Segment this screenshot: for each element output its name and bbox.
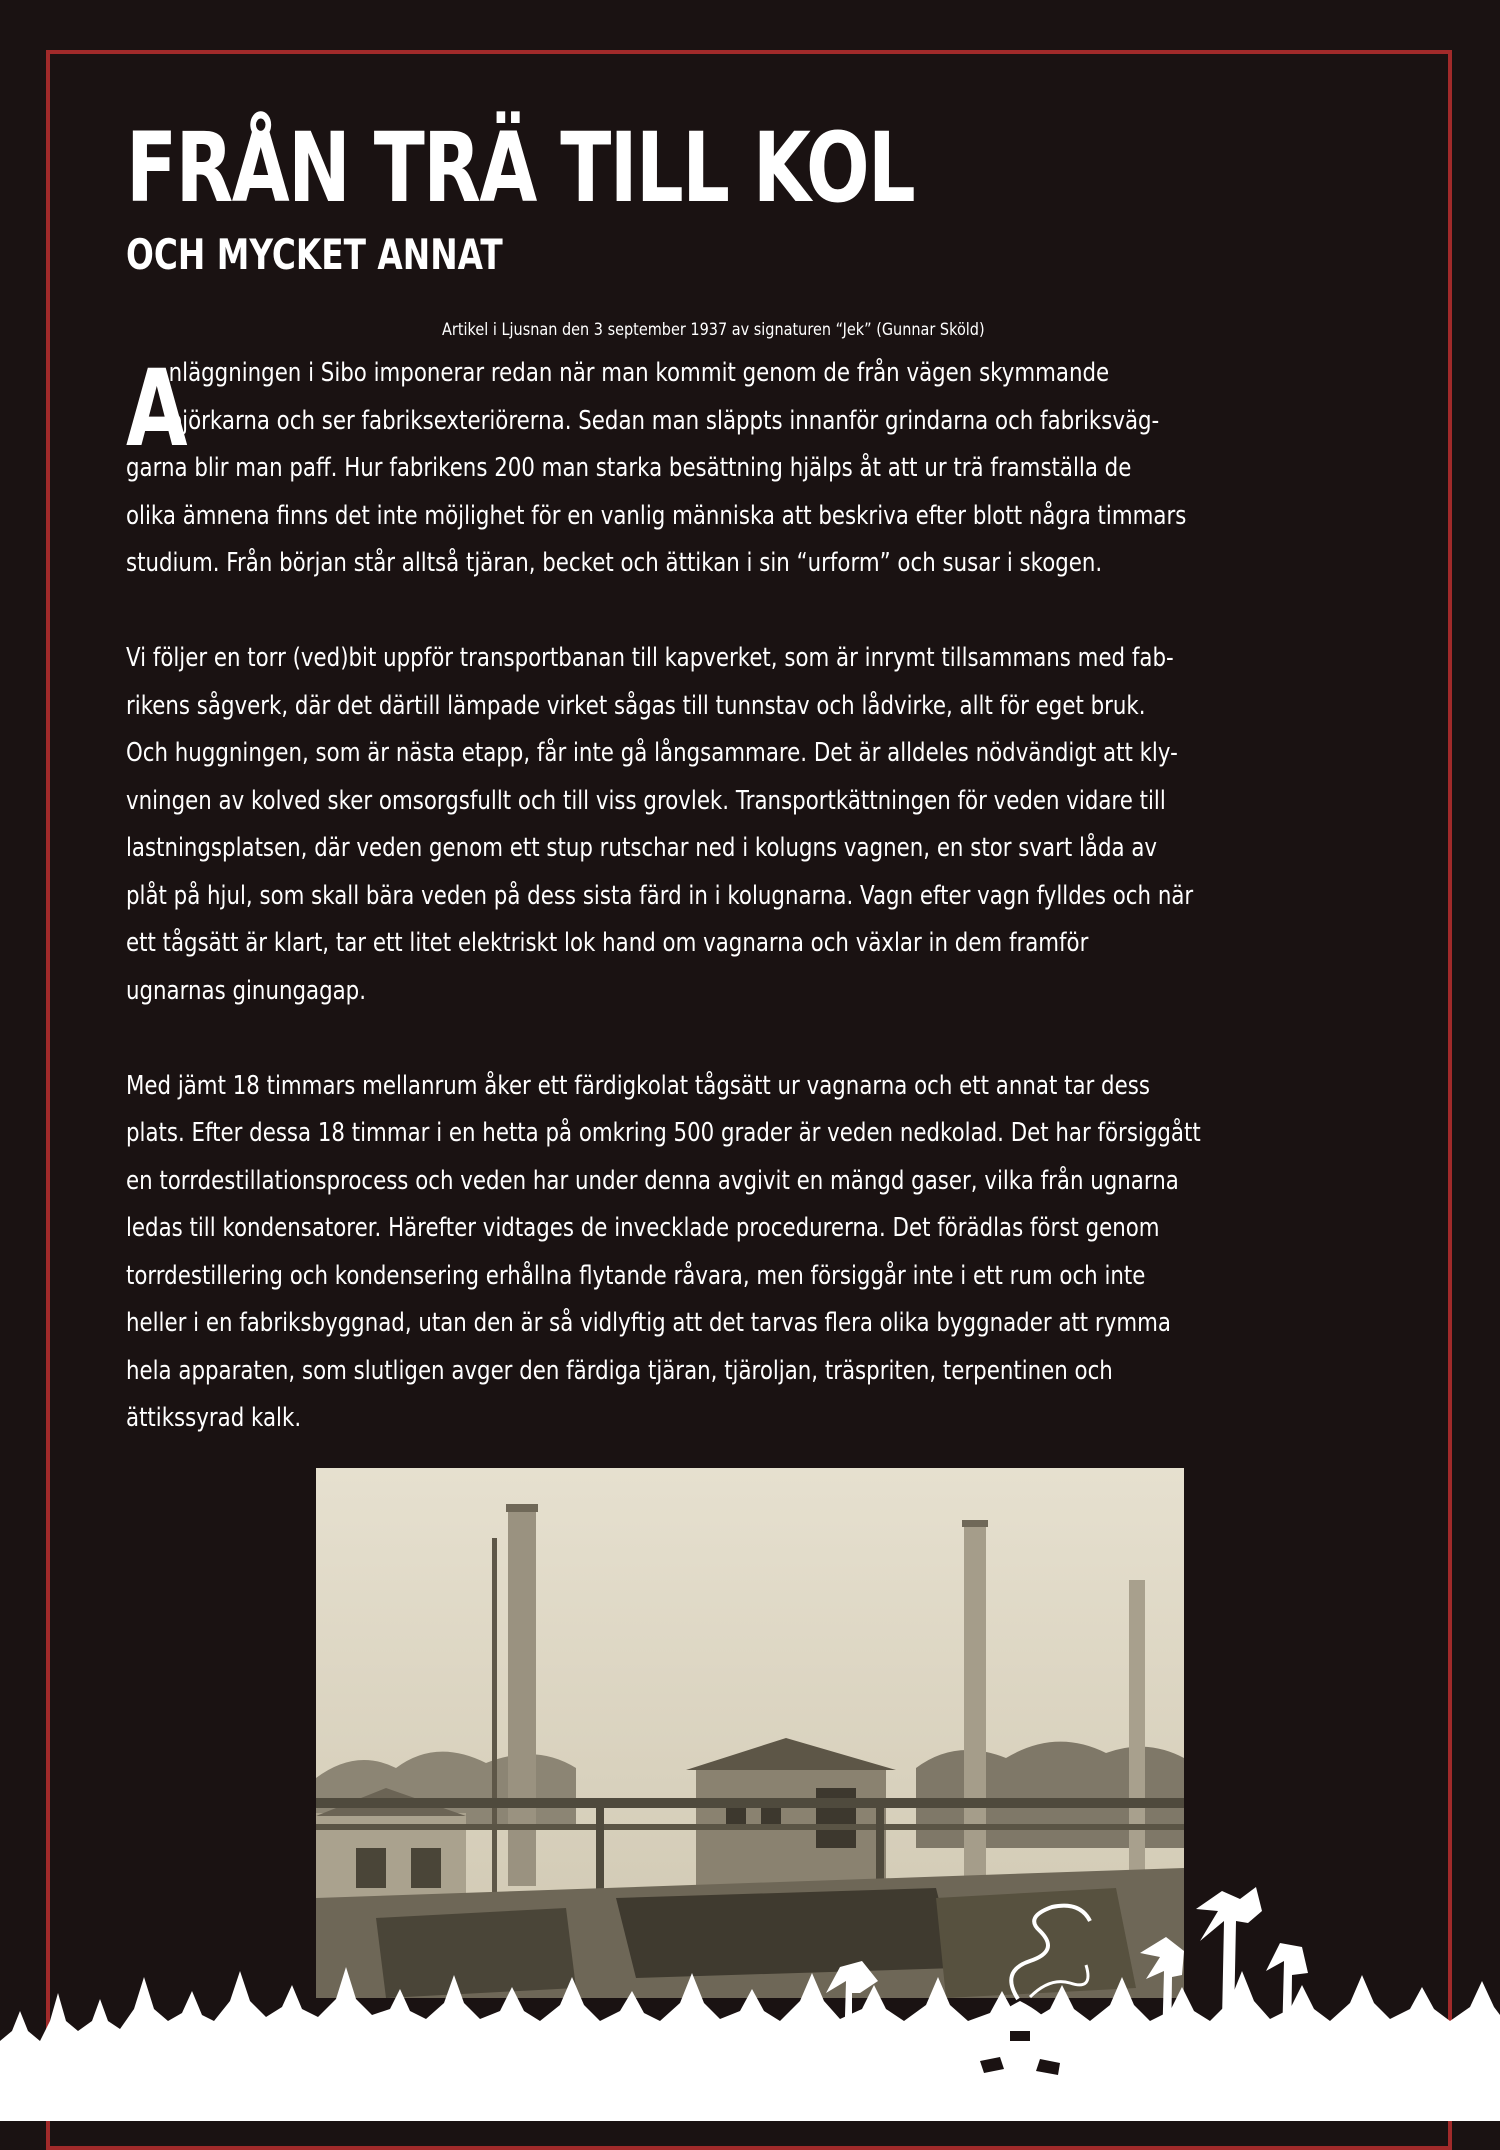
paragraph-line: ledas till kondensatorer. Härefter vidtages de invecklade procedurerna. Det förädlas först genom <box>126 1213 1160 1243</box>
paragraph-line: ugnarnas ginungagap. <box>126 975 366 1006</box>
page-title: FRÅN TRÄ TILL KOL <box>126 112 915 224</box>
paragraph-line: Och huggningen, som är nästa etapp, får inte gå långsammare. Det är alldeles nödvändigt att kly- <box>126 738 1178 768</box>
paragraph-line: plats. Efter dessa 18 timmar i en hetta på omkring 500 grader är veden nedkolad. Det har försiggått <box>126 1118 1201 1148</box>
paragraph-line: studium. Från början står alltså tjäran, becket och ättikan i sin “urform” och susar i skogen. <box>126 548 1103 578</box>
paragraph-line: nläggningen i Sibo imponerar redan när man kommit genom de från vägen skymmande <box>168 358 1110 388</box>
forest-silhouette <box>0 1881 1500 2121</box>
paragraph-line: heller i en fabriksbyggnad, utan den är så vidlyftig att det tarvas flera olika byggnader att rymma <box>126 1308 1171 1338</box>
drop-cap: A <box>126 347 188 470</box>
paragraph-line: ättikssyrad kalk. <box>126 1403 302 1433</box>
paragraph-line: garna blir man paff. Hur fabrikens 200 man starka besättning hjälps åt att ur trä framställa de <box>126 453 1132 483</box>
article-byline: Artikel i Ljusnan den 3 september 1937 av signaturen “Jek” (Gunnar Sköld) <box>442 320 985 340</box>
article-body <box>126 347 1406 1490</box>
paragraph-2 <box>126 635 1406 1015</box>
paragraph-line: en torrdestillationsprocess och veden har under denna avgivit en mängd gaser, vilka från ugnarna <box>126 1165 1179 1196</box>
paragraph-line: olika ämnena finns det inte möjlighet för en vanlig människa att beskriva efter blott några timmars <box>126 500 1187 531</box>
paragraph-line: ett tågsätt är klart, tar ett litet elektriskt lok hand om vagnarna och växlar in dem framför <box>126 928 1089 958</box>
paragraph-line: plåt på hjul, som skall bära veden på dess sista färd in i kolugnarna. Vagn efter vagn fylldes och när <box>126 880 1194 911</box>
paragraph-1 <box>126 347 1406 588</box>
paragraph-line: lastningsplatsen, där veden genom ett stup rutschar ned i kolugns vagnen, en stor svart låda av <box>126 833 1158 863</box>
paragraph-line: Vi följer en torr (ved)bit uppför transportbanan till kapverket, som är inrymt tillsammans med fab- <box>126 643 1174 673</box>
paragraph-3 <box>126 1063 1406 1443</box>
paragraph-line: hela apparaten, som slutligen avger den färdiga tjäran, tjäroljan, träspriten, terpentinen och <box>126 1355 1113 1386</box>
paragraph-line: vningen av kolved sker omsorgsfullt och till viss grovlek. Transportkättningen för veden vidare till <box>126 785 1166 816</box>
article-content <box>126 112 1406 1433</box>
paragraph-line: Med jämt 18 timmars mellanrum åker ett färdigkolat tågsätt ur vagnarna och ett annat tar dess <box>126 1070 1150 1101</box>
paragraph-line: björkarna och ser fabriksexteriörerna. Sedan man släppts innanför grindarna och fabriksväg- <box>168 405 1160 436</box>
paragraph-line: rikens sågverk, där det därtill lämpade virket sågas till tunnstav och lådvirke, allt för eget bruk. <box>126 690 1146 721</box>
page-subtitle: OCH MYCKET ANNAT <box>126 230 503 279</box>
paragraph-line: torrdestillering och kondensering erhållna flytande råvara, men försiggår inte i ett rum och inte <box>126 1260 1146 1291</box>
